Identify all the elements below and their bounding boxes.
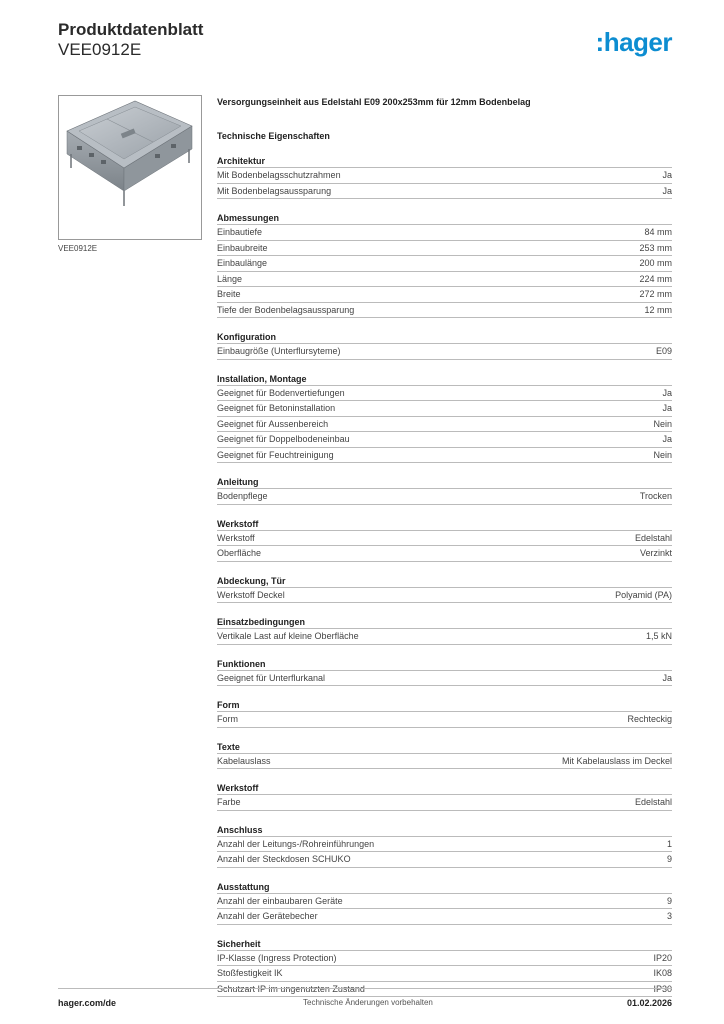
section-title: Abdeckung, Tür (217, 575, 286, 586)
section-rows (217, 670, 672, 687)
section-title: Einsatzbedingungen (217, 617, 306, 627)
section-rows (217, 794, 672, 811)
spec-row (217, 836, 672, 852)
spec-value: Ja (662, 434, 672, 444)
spec-value: Verzinkt (639, 548, 672, 558)
footer-disclaimer: Technische Änderungen vorbehalten (303, 998, 433, 1007)
spec-section (217, 741, 672, 770)
spec-row (217, 965, 672, 981)
spec-label: Werkstoff Deckel (217, 589, 285, 600)
section-rows (217, 836, 672, 868)
spec-label: Einbaulänge (217, 258, 268, 268)
spec-label: Breite (217, 289, 241, 299)
spec-label: Schutzart IP im ungenutzten Zustand (217, 983, 365, 994)
section-title: Werkstoff (217, 518, 259, 529)
spec-label: Geeignet für Betoninstallation (217, 403, 336, 413)
spec-value: Ja (662, 403, 672, 413)
spec-label: Anzahl der einbaubaren Geräte (217, 895, 343, 906)
spec-label: Tiefe der Bodenbelagsaussparung (217, 304, 355, 315)
spec-row (217, 416, 672, 432)
spec-section (217, 155, 672, 199)
spec-value: 3 (666, 911, 672, 921)
spec-value: Polyamid (PA) (615, 589, 672, 600)
spec-row (217, 851, 672, 868)
section-title: Anschluss (217, 824, 263, 835)
spec-row (217, 343, 672, 360)
spec-label: Geeignet für Doppelbodeneinbau (217, 434, 350, 444)
spec-section (217, 575, 672, 604)
spec-section (217, 616, 672, 645)
section-rows (217, 711, 672, 728)
spec-label: Einbaubreite (217, 242, 268, 253)
image-caption: VEE0912E (58, 244, 98, 253)
spec-value: Trocken (639, 491, 672, 501)
spec-value: IK08 (653, 968, 672, 978)
spec-value: Nein (653, 418, 672, 429)
section-title: Architektur (217, 156, 266, 166)
spec-value: E09 (655, 346, 672, 356)
section-title: Werkstoff (217, 783, 259, 793)
section-rows (217, 530, 672, 562)
spec-label: Vertikale Last auf kleine Oberfläche (217, 631, 359, 641)
section-rows (217, 343, 672, 360)
section-rows (217, 628, 672, 645)
spec-value: 1 (666, 838, 672, 849)
spec-row (217, 950, 672, 966)
spec-section (217, 782, 672, 811)
spec-value: Ja (662, 170, 672, 180)
spec-row (217, 224, 672, 240)
spec-row (217, 711, 672, 728)
spec-section (217, 824, 672, 868)
product-image (58, 95, 202, 240)
spec-row (217, 530, 672, 546)
spec-row (217, 545, 672, 562)
spec-label: Farbe (217, 797, 241, 807)
spec-value: 200 mm (639, 258, 672, 268)
spec-row (217, 628, 672, 645)
hager-logo: :hager (595, 27, 672, 57)
spec-row (217, 240, 672, 256)
spec-value: Rechteckig (627, 714, 672, 724)
spec-row (217, 183, 672, 200)
spec-section (217, 331, 672, 360)
spec-section (217, 373, 672, 464)
product-description: Versorgungseinheit aus Edelstahl E09 200x253mm für 12mm Bodenbelag (217, 97, 531, 107)
spec-value: 224 mm (639, 273, 672, 284)
section-title: Anleitung (217, 477, 259, 487)
spec-label: Einbaugröße (Unterflursyteme) (217, 346, 341, 356)
section-rows (217, 488, 672, 505)
spec-value: 253 mm (639, 242, 672, 253)
section-rows (217, 385, 672, 464)
spec-row (217, 893, 672, 909)
spec-label: IP-Klasse (Ingress Protection) (217, 952, 337, 963)
section-rows (217, 587, 672, 604)
spec-row (217, 794, 672, 811)
section-title: Abmessungen (217, 213, 280, 223)
footer-date: 01.02.2026 (626, 998, 672, 1008)
spec-section (217, 476, 672, 505)
spec-value: Mit Kabelauslass im Deckel (561, 755, 672, 766)
spec-label: Anzahl der Leitungs-/Rohreinführungen (217, 838, 375, 849)
section-rows (217, 167, 672, 199)
page-footer (58, 988, 672, 1009)
section-title: Sicherheit (217, 938, 261, 949)
spec-label: Kabelauslass (217, 755, 271, 766)
spec-value: IP20 (653, 952, 672, 963)
spec-label: Einbautiefe (217, 227, 263, 237)
spec-row (217, 587, 672, 604)
spec-row (217, 400, 672, 416)
section-rows (217, 893, 672, 925)
spec-label: Form (217, 714, 238, 724)
spec-label: Oberfläche (217, 548, 262, 558)
spec-label: Geeignet für Aussenbereich (217, 418, 329, 429)
spec-label: Bodenpflege (217, 491, 268, 501)
spec-row (217, 908, 672, 925)
section-rows (217, 753, 672, 770)
spec-value: 12 mm (644, 304, 672, 315)
spec-label: Anzahl der Steckdosen SCHUKO (217, 854, 351, 864)
spec-row (217, 302, 672, 319)
spec-row (217, 431, 672, 447)
spec-row (217, 286, 672, 302)
spec-value: 1,5 kN (645, 631, 672, 641)
spec-row (217, 167, 672, 183)
section-title: Ausstattung (217, 881, 270, 892)
footer-website: hager.com/de (58, 998, 117, 1008)
spec-value: Edelstahl (634, 532, 672, 543)
spec-label: Länge (217, 273, 243, 284)
spec-section (217, 881, 672, 925)
spec-value: Ja (662, 672, 672, 683)
section-title: Form (217, 700, 240, 710)
spec-value: 84 mm (644, 227, 672, 237)
tech-heading: Technische Eigenschaften (217, 131, 330, 141)
spec-value: 272 mm (639, 289, 672, 299)
spec-section (217, 658, 672, 687)
spec-label: Geeignet für Feuchtreinigung (217, 449, 334, 460)
spec-label: Stoßfestigkeit IK (217, 968, 283, 978)
section-title: Funktionen (217, 658, 266, 669)
spec-label: Geeignet für Bodenvertiefungen (217, 387, 345, 398)
spec-label: Mit Bodenbelagsschutzrahmen (217, 170, 341, 180)
section-title: Konfiguration (217, 332, 276, 342)
floor-box-illustration (59, 96, 201, 239)
spec-section (217, 699, 672, 728)
section-title: Installation, Montage (217, 373, 307, 384)
spec-value: Nein (653, 449, 672, 460)
document-header (58, 20, 203, 60)
spec-label: Geeignet für Unterflurkanal (217, 672, 326, 683)
spec-section (217, 212, 672, 318)
spec-value: IP30 (653, 983, 672, 994)
spec-sections (217, 155, 672, 997)
spec-value: 9 (666, 895, 672, 906)
spec-value: Ja (662, 387, 672, 398)
spec-row (217, 488, 672, 505)
spec-row (217, 670, 672, 687)
page-title: Produktdatenblatt (58, 20, 204, 39)
section-title: Texte (217, 741, 240, 752)
spec-row (217, 255, 672, 271)
spec-value: 9 (666, 854, 672, 864)
spec-row (217, 447, 672, 464)
spec-label: Mit Bodenbelagsaussparung (217, 185, 332, 196)
spec-section (217, 518, 672, 562)
spec-row (217, 753, 672, 770)
product-code: VEE0912E (58, 40, 142, 59)
spec-label: Werkstoff (217, 532, 255, 543)
spec-row (217, 385, 672, 401)
spec-value: Ja (662, 185, 672, 196)
spec-content (217, 96, 672, 997)
section-rows (217, 224, 672, 318)
spec-label: Anzahl der Gerätebecher (217, 911, 318, 921)
spec-row (217, 271, 672, 287)
spec-value: Edelstahl (634, 797, 672, 807)
